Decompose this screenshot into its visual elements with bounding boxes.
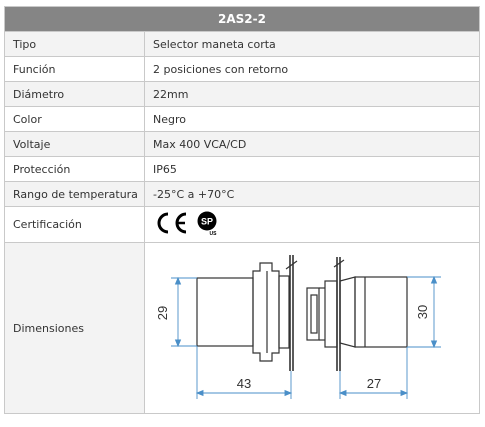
- csa-mark-text: SP: [200, 216, 214, 227]
- row-value: 22mm: [153, 87, 189, 101]
- table-row: [5, 132, 479, 157]
- table-row-dimensiones: [5, 243, 479, 413]
- table-row: [5, 57, 479, 82]
- row-label: Función: [5, 57, 145, 81]
- table-row: [5, 107, 479, 132]
- table-row: [5, 32, 479, 57]
- dim-width-right: 27: [366, 376, 382, 391]
- collar-left: [253, 263, 279, 361]
- row-label: Color: [5, 107, 145, 131]
- contact-block-left: [279, 276, 289, 348]
- dim-width-left: 43: [236, 376, 252, 391]
- table-row-certificacion: [5, 207, 479, 243]
- row-label: Rango de temperatura: [5, 182, 145, 206]
- dimension-drawing: [145, 243, 479, 413]
- table-row: [5, 182, 479, 207]
- ce-mark-icon: [153, 211, 189, 238]
- dim-height-right: 30: [415, 304, 430, 320]
- row-label: Diámetro: [5, 82, 145, 106]
- csa-us-mark-icon: [195, 210, 219, 239]
- row-label: Voltaje: [5, 132, 145, 156]
- row-value: Max 400 VCA/CD: [153, 137, 247, 151]
- cert-logos: [145, 207, 479, 242]
- row-label: Protección: [5, 157, 145, 181]
- table-title: 2AS2-2: [5, 7, 479, 32]
- spec-table: [4, 6, 480, 414]
- row-value: Negro: [153, 112, 186, 126]
- table-row: [5, 82, 479, 107]
- row-label: Tipo: [5, 32, 145, 56]
- row-value: Selector maneta corta: [153, 37, 276, 51]
- row-value: -25°C a +70°C: [153, 187, 235, 201]
- csa-us-text: US: [209, 231, 217, 236]
- row-value: IP65: [153, 162, 177, 176]
- row-label: Dimensiones: [5, 243, 145, 413]
- row-value: 2 posiciones con retorno: [153, 62, 289, 76]
- row-label: Certificación: [5, 207, 145, 242]
- selector-body-right: [355, 277, 407, 347]
- table-row: [5, 157, 479, 182]
- dim-height-left: 29: [155, 305, 170, 321]
- selector-body-left: [197, 278, 253, 346]
- collar-right: [325, 281, 337, 347]
- dimension-diagram: [145, 243, 479, 413]
